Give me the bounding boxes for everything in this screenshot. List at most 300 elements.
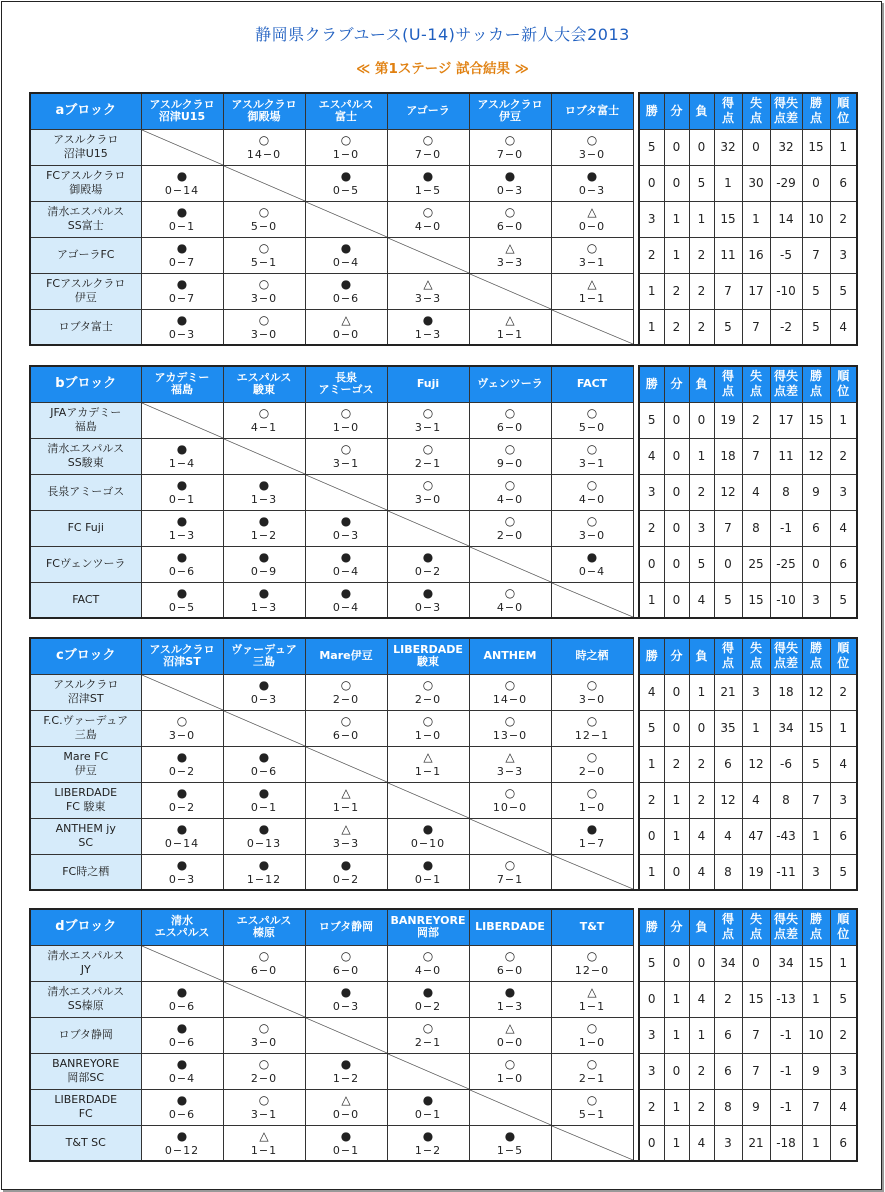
stat-header: 失 点 xyxy=(742,909,770,945)
match-result xyxy=(469,981,551,1017)
match-result xyxy=(305,1125,387,1161)
draw-mark: △ xyxy=(505,750,515,764)
column-team-header: アカデミー 福島 xyxy=(141,366,223,402)
loss-mark: ● xyxy=(340,1128,352,1143)
stat-value: 15 xyxy=(802,710,830,746)
stat-value: 5 xyxy=(689,165,714,201)
stat-value: 5 xyxy=(802,273,830,309)
stat-value: -10 xyxy=(770,273,802,309)
loss-mark: ● xyxy=(176,169,188,183)
loss-mark: ● xyxy=(586,822,598,836)
stat-value: 3 xyxy=(830,782,857,818)
match-score: 4−0 xyxy=(414,220,442,233)
stat-value: 5 xyxy=(830,582,857,618)
loss-mark: ● xyxy=(176,442,188,456)
match-result xyxy=(469,582,551,618)
win-mark: ○ xyxy=(422,678,434,692)
stat-value: 32 xyxy=(770,129,802,165)
stat-value: 0 xyxy=(664,474,689,510)
match-result xyxy=(551,782,633,818)
match-result xyxy=(305,854,387,890)
win-mark: ○ xyxy=(504,714,516,728)
block-name: cブロック xyxy=(30,638,141,674)
stat-value: 7 xyxy=(802,782,830,818)
win-mark: ○ xyxy=(422,133,434,147)
loss-mark: ● xyxy=(176,985,188,999)
match-score: 0−0 xyxy=(578,220,606,233)
match-result xyxy=(223,273,305,309)
match-score: 3−1 xyxy=(414,421,442,434)
match-score: 2−0 xyxy=(496,529,524,542)
stat-header: 勝 点 xyxy=(802,366,830,402)
match-result xyxy=(141,438,223,474)
match-score: 0−3 xyxy=(332,1000,360,1013)
win-mark: ○ xyxy=(258,205,270,219)
table-row xyxy=(30,438,857,474)
match-score: 0−3 xyxy=(250,693,278,706)
self-match-diagonal xyxy=(141,674,223,710)
stat-value: 1 xyxy=(639,309,664,345)
stat-value: 0 xyxy=(742,945,770,981)
match-score: 0−2 xyxy=(168,801,196,814)
stat-value: -1 xyxy=(770,510,802,546)
stat-value: 4 xyxy=(689,1125,714,1161)
stat-value: -29 xyxy=(770,165,802,201)
stat-header: 勝 xyxy=(639,638,664,674)
win-mark: ○ xyxy=(504,514,516,528)
match-score: 1−1 xyxy=(578,1000,606,1013)
loss-mark: ● xyxy=(586,169,598,183)
match-result xyxy=(469,854,551,890)
match-result xyxy=(469,309,551,345)
match-score: 1−0 xyxy=(578,1036,606,1049)
stat-value: 1 xyxy=(802,1125,830,1161)
table-row xyxy=(30,402,857,438)
win-mark: ○ xyxy=(586,786,598,800)
loss-mark: ● xyxy=(422,312,434,327)
match-result xyxy=(141,746,223,782)
win-mark: ○ xyxy=(340,133,352,147)
stat-header: 勝 xyxy=(639,93,664,129)
win-mark: ○ xyxy=(586,750,598,764)
stat-value: 1 xyxy=(742,201,770,237)
win-mark: ○ xyxy=(504,442,516,456)
stat-value: -5 xyxy=(770,237,802,273)
match-result xyxy=(469,165,551,201)
stat-value: 5 xyxy=(802,746,830,782)
stat-value: 0 xyxy=(639,818,664,854)
match-score: 1−1 xyxy=(496,327,524,341)
match-score: 0−0 xyxy=(332,327,360,341)
win-mark: ○ xyxy=(422,949,434,963)
match-score: 4−0 xyxy=(578,493,606,506)
match-result xyxy=(305,1053,387,1089)
match-result xyxy=(469,710,551,746)
match-result xyxy=(141,710,223,746)
match-result xyxy=(387,273,469,309)
match-result xyxy=(305,674,387,710)
match-score: 0−12 xyxy=(164,1143,200,1157)
team-name: 長泉アミーゴス xyxy=(30,474,141,510)
self-match-diagonal xyxy=(551,582,633,618)
stat-value: 0 xyxy=(689,402,714,438)
team-name: FCヴェンツーラ xyxy=(30,546,141,582)
stat-value: 3 xyxy=(830,474,857,510)
match-score: 0−4 xyxy=(332,600,360,614)
win-mark: ○ xyxy=(258,277,270,291)
win-mark: ○ xyxy=(422,442,434,456)
loss-mark: ● xyxy=(258,678,270,692)
stat-value: -1 xyxy=(770,1089,802,1125)
stat-value: 4 xyxy=(689,818,714,854)
stat-value: 8 xyxy=(714,854,742,890)
stat-value: 3 xyxy=(689,510,714,546)
stat-value: 7 xyxy=(742,1053,770,1089)
stat-value: 2 xyxy=(664,273,689,309)
column-team-header: エスパルス 駿東 xyxy=(223,366,305,402)
match-score: 0−9 xyxy=(250,565,278,578)
stat-header: 順 位 xyxy=(830,93,857,129)
match-result xyxy=(223,1017,305,1053)
match-score: 0−7 xyxy=(168,256,196,269)
win-mark: ○ xyxy=(504,585,516,600)
match-score: 1−3 xyxy=(250,493,278,506)
match-result xyxy=(551,474,633,510)
match-result xyxy=(551,201,633,237)
match-score: 6−0 xyxy=(496,220,524,233)
stat-header: 勝 点 xyxy=(802,93,830,129)
table-row xyxy=(30,782,857,818)
match-score: 1−3 xyxy=(496,1000,524,1013)
match-result xyxy=(387,129,469,165)
stat-header: 得失 点差 xyxy=(770,93,802,129)
stat-header: 得 点 xyxy=(714,909,742,945)
match-score: 0−13 xyxy=(246,837,282,850)
stat-value: 2 xyxy=(830,1017,857,1053)
match-score: 14−0 xyxy=(492,693,528,706)
column-team-header: Fuji xyxy=(387,366,469,402)
column-team-header: ヴァーデュア 三島 xyxy=(223,638,305,674)
stat-header: 得失 点差 xyxy=(770,366,802,402)
block-table-3 xyxy=(29,637,858,891)
stat-header: 分 xyxy=(664,93,689,129)
self-match-diagonal xyxy=(551,309,633,345)
stat-value: 6 xyxy=(802,510,830,546)
match-result xyxy=(551,981,633,1017)
column-team-header: ロブタ富士 xyxy=(551,93,633,129)
match-result xyxy=(141,237,223,273)
stat-value: 12 xyxy=(802,674,830,710)
win-mark: ○ xyxy=(586,133,598,147)
win-mark: ○ xyxy=(258,1021,270,1035)
match-score: 0−7 xyxy=(168,292,196,305)
match-score: 5−1 xyxy=(250,256,278,269)
loss-mark: ● xyxy=(422,585,434,600)
draw-mark: △ xyxy=(423,750,433,764)
stat-value: -25 xyxy=(770,546,802,582)
stat-value: 2 xyxy=(639,1089,664,1125)
column-team-header: BANREYORE 岡部 xyxy=(387,909,469,945)
stat-header: 負 xyxy=(689,638,714,674)
stat-value: 1 xyxy=(664,201,689,237)
stat-value: 5 xyxy=(830,981,857,1017)
match-result xyxy=(387,165,469,201)
stat-value: 9 xyxy=(802,474,830,510)
stat-value: 4 xyxy=(639,674,664,710)
loss-mark: ● xyxy=(258,822,270,836)
match-score: 1−0 xyxy=(332,421,360,434)
block-name: bブロック xyxy=(30,366,141,402)
stat-header: 分 xyxy=(664,366,689,402)
stat-header: 勝 点 xyxy=(802,638,830,674)
table-row xyxy=(30,746,857,782)
team-name: Mare FC 伊豆 xyxy=(30,746,141,782)
stat-header: 失 点 xyxy=(742,93,770,129)
stat-value: 2 xyxy=(830,674,857,710)
loss-mark: ● xyxy=(176,478,188,492)
match-result xyxy=(141,201,223,237)
stat-value: 12 xyxy=(802,438,830,474)
match-score: 1−2 xyxy=(332,1072,360,1085)
stat-value: 10 xyxy=(802,1017,830,1053)
stat-value: 0 xyxy=(664,438,689,474)
match-result xyxy=(223,474,305,510)
match-score: 4−0 xyxy=(496,600,524,614)
match-score: 0−4 xyxy=(332,256,360,269)
match-score: 3−3 xyxy=(496,256,524,269)
match-score: 1−0 xyxy=(578,801,606,814)
stat-value: 5 xyxy=(639,945,664,981)
stat-value: 0 xyxy=(664,129,689,165)
match-result xyxy=(305,165,387,201)
stat-value: 3 xyxy=(742,674,770,710)
stat-value: 32 xyxy=(714,129,742,165)
match-result xyxy=(387,710,469,746)
win-mark: ○ xyxy=(586,1093,598,1107)
match-score: 1−7 xyxy=(578,837,606,850)
match-score: 7−1 xyxy=(496,872,524,886)
match-score: 2−0 xyxy=(250,1072,278,1085)
match-result xyxy=(551,746,633,782)
match-score: 0−2 xyxy=(332,872,360,886)
match-score: 1−12 xyxy=(246,872,282,886)
stat-value: 0 xyxy=(664,402,689,438)
stat-value: 4 xyxy=(714,818,742,854)
match-score: 0−3 xyxy=(332,529,360,542)
match-score: 3−3 xyxy=(414,292,442,305)
stat-header: 勝 点 xyxy=(802,909,830,945)
stat-value: 4 xyxy=(830,510,857,546)
stat-header: 得 点 xyxy=(714,366,742,402)
match-result xyxy=(387,438,469,474)
match-result xyxy=(551,818,633,854)
column-team-header: ANTHEM xyxy=(469,638,551,674)
match-score: 5−1 xyxy=(578,1108,606,1121)
stat-value: 4 xyxy=(742,782,770,818)
stat-value: 6 xyxy=(830,165,857,201)
match-score: 3−0 xyxy=(414,493,442,506)
match-score: 13−0 xyxy=(492,729,528,742)
stat-header: 負 xyxy=(689,909,714,945)
stat-value: 1 xyxy=(830,129,857,165)
team-name: アゴーラFC xyxy=(30,237,141,273)
stat-value: 19 xyxy=(714,402,742,438)
match-result xyxy=(223,674,305,710)
stat-header: 失 点 xyxy=(742,638,770,674)
loss-mark: ● xyxy=(422,1128,434,1143)
match-result xyxy=(223,782,305,818)
stat-header: 失 点 xyxy=(742,366,770,402)
loss-mark: ● xyxy=(258,786,270,800)
stat-value: 4 xyxy=(689,854,714,890)
stat-value: 7 xyxy=(714,273,742,309)
match-result xyxy=(305,782,387,818)
block-table-1 xyxy=(29,92,858,346)
win-mark: ○ xyxy=(422,478,434,492)
stat-header: 分 xyxy=(664,909,689,945)
win-mark: ○ xyxy=(340,678,352,692)
match-score: 2−0 xyxy=(332,693,360,706)
self-match-diagonal xyxy=(305,1017,387,1053)
match-score: 0−3 xyxy=(414,600,442,614)
match-score: 0−6 xyxy=(332,292,360,305)
match-score: 1−1 xyxy=(578,292,606,305)
stat-value: 5 xyxy=(639,402,664,438)
match-result xyxy=(141,546,223,582)
column-team-header: ヴェンツーラ xyxy=(469,366,551,402)
match-result xyxy=(223,129,305,165)
stat-value: 12 xyxy=(742,746,770,782)
column-team-header: アスルクラロ 沼津ST xyxy=(141,638,223,674)
match-score: 3−0 xyxy=(168,729,196,742)
loss-mark: ● xyxy=(422,985,434,999)
stat-value: 0 xyxy=(639,546,664,582)
column-team-header: エスパルス 榛原 xyxy=(223,909,305,945)
stat-value: 1 xyxy=(639,582,664,618)
match-result xyxy=(305,438,387,474)
match-result xyxy=(141,165,223,201)
draw-mark: △ xyxy=(505,241,515,255)
match-score: 1−5 xyxy=(414,184,442,197)
self-match-diagonal xyxy=(469,546,551,582)
stat-value: 34 xyxy=(770,710,802,746)
self-match-diagonal xyxy=(305,746,387,782)
loss-mark: ● xyxy=(340,857,352,872)
stat-value: 1 xyxy=(664,237,689,273)
stat-value: 3 xyxy=(802,582,830,618)
match-score: 0−1 xyxy=(168,220,196,233)
team-name: JFAアカデミー 福島 xyxy=(30,402,141,438)
self-match-diagonal xyxy=(223,981,305,1017)
match-result xyxy=(551,674,633,710)
match-score: 3−1 xyxy=(250,1108,278,1121)
stat-value: 3 xyxy=(639,1053,664,1089)
match-score: 3−0 xyxy=(250,327,278,341)
stat-value: 0 xyxy=(664,510,689,546)
stat-value: 15 xyxy=(714,201,742,237)
loss-mark: ● xyxy=(422,822,434,836)
match-result xyxy=(469,402,551,438)
match-result xyxy=(141,273,223,309)
win-mark: ○ xyxy=(504,678,516,692)
team-name: ANTHEM jy SC xyxy=(30,818,141,854)
match-result xyxy=(551,510,633,546)
draw-mark: △ xyxy=(341,1093,351,1107)
match-score: 1−1 xyxy=(414,765,442,778)
match-result xyxy=(141,782,223,818)
stat-value: 2 xyxy=(689,746,714,782)
match-result xyxy=(469,746,551,782)
stat-value: 6 xyxy=(714,1017,742,1053)
column-team-header: Mare伊豆 xyxy=(305,638,387,674)
match-result xyxy=(469,474,551,510)
match-score: 1−4 xyxy=(168,457,196,470)
match-score: 0−6 xyxy=(168,1108,196,1121)
stat-value: 18 xyxy=(770,674,802,710)
match-score: 1−2 xyxy=(414,1143,442,1157)
stat-value: 2 xyxy=(689,782,714,818)
stat-value: 6 xyxy=(830,1125,857,1161)
self-match-diagonal xyxy=(387,510,469,546)
match-score: 0−3 xyxy=(578,184,606,197)
stat-value: 3 xyxy=(639,474,664,510)
team-name: ロブタ富士 xyxy=(30,309,141,345)
draw-mark: △ xyxy=(341,786,351,800)
team-name: FC時之栖 xyxy=(30,854,141,890)
match-score: 2−0 xyxy=(578,765,606,778)
stat-value: 2 xyxy=(830,201,857,237)
match-score: 0−0 xyxy=(332,1108,360,1121)
win-mark: ○ xyxy=(504,406,516,420)
stat-value: 0 xyxy=(802,546,830,582)
column-team-header: アスルクラロ 御殿場 xyxy=(223,93,305,129)
draw-mark: △ xyxy=(587,277,597,291)
draw-mark: △ xyxy=(341,312,351,327)
match-score: 7−0 xyxy=(414,148,442,161)
match-result xyxy=(141,309,223,345)
column-team-header: 清水 エスパルス xyxy=(141,909,223,945)
match-score: 9−0 xyxy=(496,457,524,470)
stat-value: 0 xyxy=(639,165,664,201)
column-team-header: LIBERDADE xyxy=(469,909,551,945)
match-result xyxy=(141,818,223,854)
table-row xyxy=(30,129,857,165)
match-result xyxy=(223,582,305,618)
stat-value: 5 xyxy=(714,309,742,345)
match-result xyxy=(387,945,469,981)
win-mark: ○ xyxy=(504,133,516,147)
stat-value: 10 xyxy=(802,201,830,237)
stat-value: 6 xyxy=(714,1053,742,1089)
match-result xyxy=(305,818,387,854)
match-result xyxy=(223,854,305,890)
stat-value: 1 xyxy=(830,710,857,746)
stat-value: 6 xyxy=(714,746,742,782)
draw-mark: △ xyxy=(259,1128,269,1143)
win-mark: ○ xyxy=(258,949,270,963)
team-name: 清水エスパルス SS富士 xyxy=(30,201,141,237)
match-result xyxy=(551,129,633,165)
win-mark: ○ xyxy=(504,857,516,872)
match-score: 1−2 xyxy=(250,529,278,542)
loss-mark: ● xyxy=(176,205,188,219)
draw-mark: △ xyxy=(587,985,597,999)
loss-mark: ● xyxy=(176,312,188,327)
match-result xyxy=(469,1053,551,1089)
stat-value: 2 xyxy=(689,474,714,510)
stat-value: 1 xyxy=(664,782,689,818)
self-match-diagonal xyxy=(387,782,469,818)
